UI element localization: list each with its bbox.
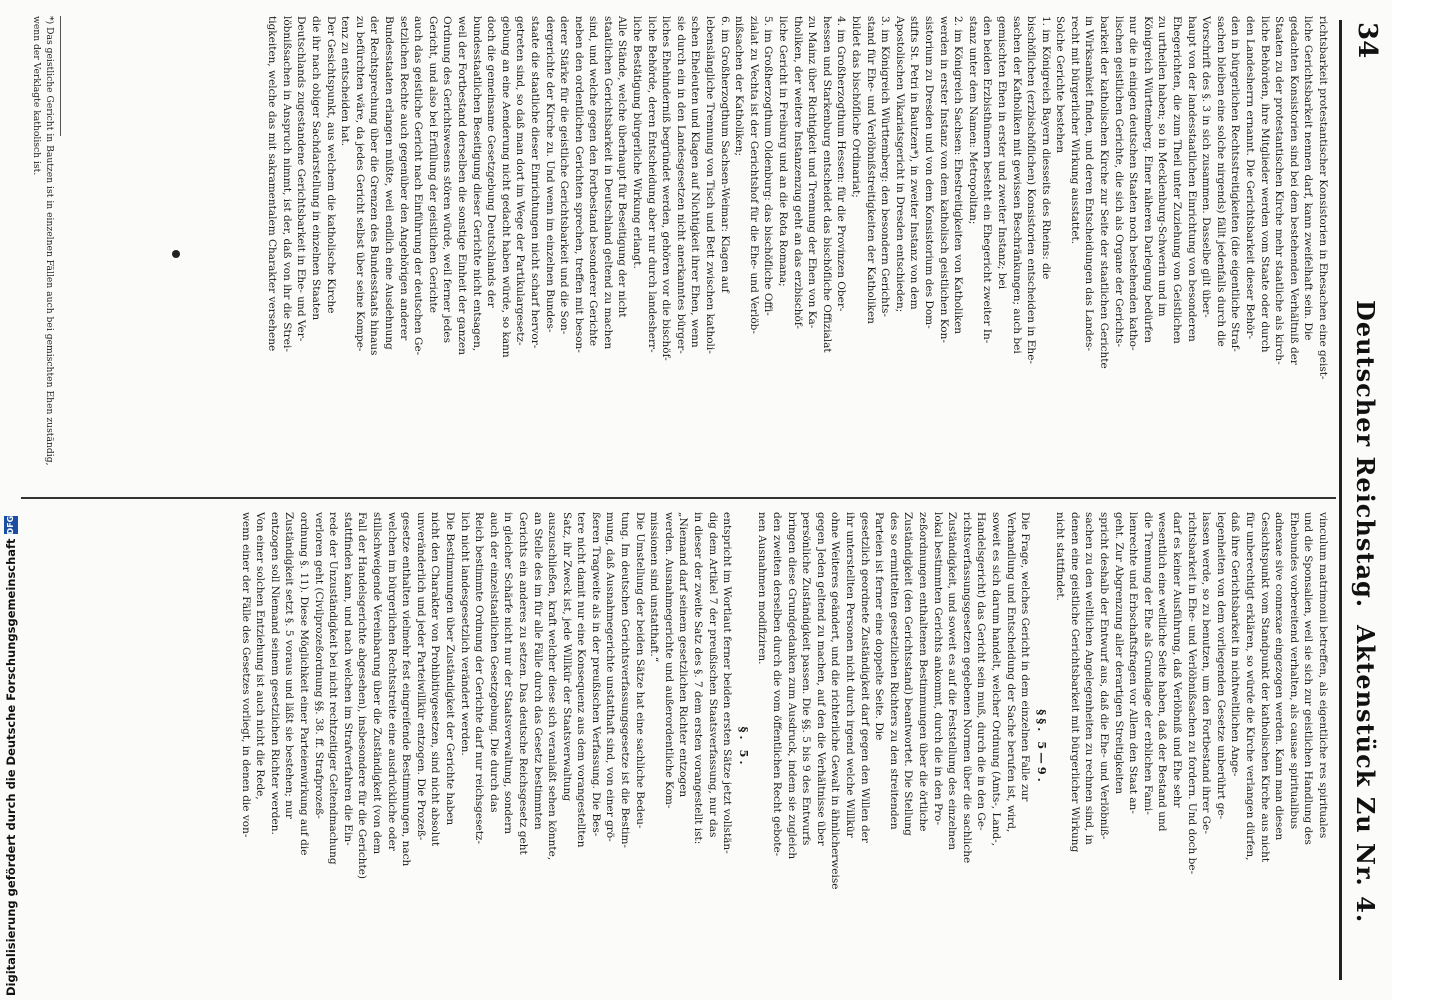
text-line: Die Frage, welches Gericht in dem einzelnen Falle zur: [1019, 512, 1032, 802]
text-line: wesentlich eine weltliche Seite haben, daß der Bestand und: [1156, 512, 1169, 832]
text-line: 6. im Großherzogthum Sachsen-Weimar: Klagen auf: [718, 16, 731, 293]
text-line: Satz, ihr Zweck ist, jede Willkür der Staatsverwaltung: [560, 512, 573, 802]
text-line: entzogen soll Niemand seinem gesetzlichen Richter werden.: [268, 512, 281, 835]
text-line: legenheiten von dem vorliegenden Gesetze unberührt ge-: [1214, 512, 1227, 820]
text-line: in gleicher Schärfe nicht nur der Staatsverwaltung, sondern: [502, 512, 515, 835]
text-line: bischöflichen (erzbischöflichen) Konsistorien entscheiden in Ehe-: [1025, 16, 1038, 364]
text-line: Verhandlung und Entscheidung der Sache berufen ist, wird,: [1004, 512, 1017, 833]
text-line: missionen sind unstatthaft.“: [648, 512, 661, 663]
text-line: den beiden Erzbisthümern besteht ein Ehegericht zweiter In-: [981, 16, 994, 344]
text-line: stattfinden kann, und nach welchen im Strafverfahren die Ein-: [341, 512, 354, 846]
text-line: liche Bestätigung bürgerliche Wirkung erlangt.: [631, 16, 644, 269]
text-line: Reich bestimmte Ordnung der Gerichte darf nur reichsgesetz-: [473, 512, 486, 844]
text-line: Bundesstaaten erlangen müßte, weil endlich eine Ausdehnung: [383, 16, 395, 350]
left-column-text: [265, 16, 1330, 486]
text-line: ordnung §. 11). Diese Möglichkeit einer Parteienwirkung auf die: [298, 512, 311, 856]
text-line: tigkeiten, welche das mit sakramentalem Charakter versehene: [266, 16, 279, 352]
text-line: Ehegerichten, die zum Theil unter Zuziehung von Geistlichen: [1171, 16, 1184, 344]
text-line: Die Umstellung der beiden Sätze hat eine sachliche Bedeu-: [633, 512, 646, 829]
text-line: zu urtheilen haben; so in Mecklenburg-Schwerin und im: [1156, 16, 1169, 317]
text-line: den in bürgerlichen Rechtsstreitigkeiten (die eigentliche Straf-: [1229, 16, 1242, 352]
text-line: zialat zu Vechta ist der Gerichtshof für die Ehe- und Verlöb-: [747, 16, 760, 334]
section-heading-5: §. 5.: [736, 726, 751, 768]
text-line: weil der Fortbestand derselben die sonstige Einheit der ganzen: [455, 16, 468, 355]
text-line: zu befürchten wäre, da jedes Gericht selbst über seine Kompe-: [353, 16, 366, 352]
text-line: Zuständigkeit (den Gerichtsstand) beantwortet. Die Stellung: [902, 512, 915, 836]
text-line: dergerichte der Kirche zu. Und wenn im einzelnen Bundes-: [543, 16, 556, 333]
text-line: Ordnung des Gerichtswesens stören würde, weil ferner jedes: [441, 16, 454, 344]
footnote-block: [30, 16, 67, 486]
text-line: Gericht, und also bei Erfüllung der geistlichen Gerichte: [426, 16, 439, 313]
text-line: den Landesherrn ernannt. Die Gerichtsbarkeit dieser Behör-: [1244, 16, 1257, 340]
text-line: „Niemand darf seinem gesetzlichen Richter entzogen: [677, 512, 690, 798]
text-line: verloren geht (Civilprozeßordnung §§. 38. ff. Strafprozeß-: [312, 512, 325, 819]
text-line: stifts St. Petri in Bautzen*), in zweiter Instanz von dem: [908, 16, 921, 310]
running-title: Deutscher Reichstag.: [1351, 300, 1380, 609]
right-column-text-top: [1053, 512, 1330, 982]
text-line: sachen der Katholiken mit gewissen Beschränkungen; auch bei: [1010, 16, 1023, 354]
text-line: persönliche Zuständigkeit passen. Die §§. 5 bis 9 des Entwurfs: [800, 512, 813, 846]
section-heading-5-9: §§. 5—9.: [1034, 709, 1049, 785]
text-line: nur die in einigen deutschen Staaten noch bestehenden katho-: [1127, 16, 1140, 351]
text-line: Fall der Handelsgerichte abgesehen), insbesondere für die Gerichte): [356, 512, 369, 880]
text-line: liche Gerichtsbarkeit nennen darf, kann zweifelhaft sein. Die: [1302, 16, 1315, 341]
text-line: lischen geistlichen Gerichte, die sich als Organe der Gerichts-: [1112, 16, 1125, 348]
text-line: ihr unterstellten Personen nicht durch irgend welche Willkür: [844, 512, 856, 838]
text-line: Zuständigkeit setzt §. 5 voraus und läßt sie bestehen; nur: [283, 512, 296, 819]
footnote: *) Das geistliche Gericht in Bautzen ist in einzelnen Fällen auch bei gemischten Ehen zuständig, wenn der Verklagte katholisch ist.: [31, 16, 55, 466]
footer-text: Digitalisierung gefördert durch die Deutsche Forschungsgemeinschaft: [4, 538, 18, 996]
text-line: Solche Gerichte bestehen: [1054, 16, 1067, 153]
text-line: staatlichen Gerichtsbarkeit in Deutschland geltend zu machen: [601, 16, 614, 350]
text-line: Gesichtspunkt vom Standpunkt der katholischen Kirche aus nicht: [1258, 512, 1271, 863]
text-line: auszuschließen, kraft welcher diese sich veranlaßt sehen könnte,: [546, 512, 559, 861]
text-line: unveränderlich und jeder Parteiwillkür entzogen. Die Prozeß-: [414, 512, 427, 841]
text-line: schen Eheleuten und Klagen auf Nichtigkeit ihrer Ehen, wenn: [689, 16, 702, 348]
text-line: welchen im bürgerlichen Rechtsstreite eine ausdrückliche oder: [385, 512, 398, 851]
text-line: nicht den Charakter von Prohibitivgesetzen, sind nicht absolut: [429, 512, 442, 847]
text-line: Königreich Württemberg. Einer näheren Darlegung bedürfen: [1141, 16, 1154, 343]
text-line: gebung an eine Aenderung nicht gedacht haben würde, so kann: [499, 16, 512, 358]
text-line: sind, und welche gegen den Fortbestand besonderer Gerichte: [587, 16, 600, 347]
text-line: des so ermittelten gesetzlichen Richters zu den streitenden: [887, 512, 900, 830]
column-divider: [21, 497, 1336, 499]
text-line: werden. Ausnahmegerichte und außerordentliche Kom-: [662, 512, 675, 809]
text-line: lebenslängliche Trennung von Tisch und Bett zwischen katholi-: [704, 16, 717, 354]
text-line: zeßordnungen enthaltenen Bestimmungen über die örtliche: [916, 512, 929, 832]
text-line: zu Mainz über Richtigkeit und Trennung der Ehen von Ka-: [806, 16, 819, 329]
text-line: der Rechtsprechung über die Grenzen des Bundesstaats hinaus: [368, 16, 381, 356]
text-line: Der Gesichtspunkt, aus welchem die katholische Kirche: [324, 16, 337, 314]
text-line: vinculum matrimonii betreffen, als eigentliche res spirituales: [1317, 512, 1329, 839]
text-line: nißsachen der Katholiken;: [733, 16, 746, 157]
text-line: wenn einer der Fälle des Gesetzes vorliegt, in denen die von-: [239, 512, 252, 838]
text-line: mung, daß Ausnahmegerichte unstatthaft sind, von einer grö-: [604, 512, 617, 842]
text-line: liche Gericht in Freiburg und an die Rota Romana;: [777, 16, 790, 287]
text-line: haupt von der landesstaatlichen Einrichtung von besonderen: [1185, 16, 1198, 342]
text-line: löbnißsachen in Anspruch nimmt, ist der, daß von ihr die Strei-: [280, 16, 293, 352]
text-line: Gerichts ein anderes zu setzen. Das deutsche Reichsgesetz geht: [516, 512, 529, 855]
text-line: tung. Im deutschen Gerichtsverfassungsgesetze ist die Bestim-: [619, 512, 632, 848]
text-line: tholiken, der weitere Instanzenzug geht an das erzbischöf-: [791, 16, 804, 329]
text-line: Deutschlands zugestandene Gerichtsbarkeit in Ehe- und Ver-: [295, 16, 308, 342]
text-line: werden in erster Instanz von dem katholisch geistlichen Kon-: [937, 16, 950, 343]
text-line: für unberechtigt erklären, so würde die Kirche verlangen dürfen,: [1244, 512, 1257, 861]
right-column-text-mid: [755, 512, 1032, 982]
text-line: lokal bestimmten Gerichts ankommt, durch die in den Pro-: [931, 512, 944, 825]
text-line: neben den ordentlichen Gerichten sprechen, treffen mit beson-: [572, 16, 585, 353]
text-line: Vorschrift des §. 3 in sich zusammen. Dasselbe gilt über-: [1200, 16, 1213, 318]
text-line: gegen Jeden geltend zu machen, auf den die Verhältnisse über: [814, 512, 827, 846]
text-line: Parteien ist ferner eine doppelte Seite. Die: [873, 512, 886, 741]
text-line: ohne Weiteres geändert, und die richterliche Gewalt in ähnlicherweise: [829, 512, 842, 890]
text-line: ßeren Tragweite als in der preußischen Verfassung. Die Bes-: [589, 512, 602, 837]
text-line: tere nicht damit nur eine Konsequenz aus dem vorangestellten: [575, 512, 588, 848]
text-line: 4. im Großherzogthum Hessen: für die Provinzen Ober-: [835, 16, 848, 312]
dfg-logo-icon: DFG: [4, 516, 18, 534]
text-line: Apostolischen Vikariatsgericht in Dresden entschieden;: [893, 16, 906, 313]
text-line: den zweiten derselben durch die vom öffentlichen Recht gebote-: [771, 512, 784, 857]
text-line: gesetzlich geordnete Zuständigkeit darf gegen den Willen der: [858, 512, 871, 843]
text-line: nicht stattfindet.: [1054, 512, 1067, 601]
running-title-right: Aktenstück Zu Nr. 4.: [1351, 625, 1380, 924]
text-line: die Trennung der Ehe als Grundlage der erblichen Fami-: [1141, 512, 1154, 815]
text-line: Ehebundes vorbereitend verhalten, als causae spiritualibus: [1287, 512, 1300, 830]
text-line: richtsverfassungsgesetzen gegebenen Normen über die sachliche: [960, 512, 973, 864]
text-line: sistorium zu Dresden und von dem Konsistorium des Dom-: [922, 16, 935, 329]
left-column: [30, 16, 1330, 486]
text-line: 3. im Königreich Württemberg: den besondern Gerichts-: [879, 16, 892, 317]
text-line: liche Behörde, deren Entscheidung aber nur durch landesherr-: [645, 16, 658, 353]
text-line: bildet das bischöfliche Ordinariat;: [850, 16, 862, 198]
footnote-rule: [60, 16, 61, 136]
text-line: und die Sponsalien, weil sie sich zur geistlichen Handlung des: [1302, 512, 1315, 845]
text-line: lich nicht landesgesetzlich verändert werden.: [458, 512, 471, 756]
text-line: stillschweigende Vereinbarung über die Zuständigkeit (von dem: [371, 512, 383, 855]
text-line: gedachten Konsistorien sind bei dem bestehenden Verhältniß der: [1287, 16, 1300, 365]
text-line: stanz unter dem Namen: Metropolitan;: [966, 16, 979, 225]
text-line: entspricht im Wortlaut ferner beiden ersten Sätze jetzt vollstän-: [721, 512, 734, 854]
text-line: sie durch ein in den Landesgesetzen nicht anerkanntes bürger-: [674, 16, 687, 354]
text-line: daß ihre Gerichtsbarkeit in nichtweltlichen Ange-: [1229, 512, 1242, 777]
text-line: Zuständigkeit, und soweit es auf die Feststellung des einzelnen: [946, 512, 959, 851]
text-line: auch der einzelstaatlichen Gesetzgebung. Die durch das: [487, 512, 500, 813]
text-line: die ihr nach obiger Sachdarstellung in einzelnen Staaten: [310, 16, 323, 321]
digitization-footer: [4, 516, 18, 996]
text-line: in dieser der zweite Satz des §. 7 dem ersten vorangestellt ist:: [692, 512, 705, 845]
text-line: staate die staatliche dieser Einrichtungen nicht scharf hervor-: [528, 16, 541, 349]
text-line: adnexae sive connexae eingezogen werden. Kann man diesen: [1273, 512, 1286, 841]
text-line: bringen diese Grundgedanken zum Ausdruck, indem sie zugleich: [785, 512, 798, 860]
text-line: getreten sind, so daß man dort im Wege der Partikulargesetz-: [514, 16, 527, 346]
text-line: Die Bestimmungen über Zuständigkeit der Gerichte haben: [443, 512, 456, 826]
text-line: dig dem Artikel 7 der preußischen Staatsverfassung, nur das: [706, 512, 719, 838]
text-line: doch die gemeinsame Gesetzgebung Deutschlands der: [485, 16, 498, 308]
text-line: bundesstaatlichen Beseitigung dieser Gerichte nicht entsagen,: [470, 16, 483, 352]
text-line: lassen werde, so zu benutzen, um den Fortbestand ihrer Ge-: [1200, 512, 1213, 834]
text-line: Staaten zu der protestantischen Kirche mehr staatliche als kirch-: [1273, 16, 1286, 365]
text-line: darf es keiner Ausführung, daß Verlöbniß und Ehe sehr: [1171, 512, 1184, 808]
text-line: soweit es sich darum handelt, welcher Ordnung (Amts-, Land-,: [989, 512, 1002, 847]
text-line: liches Ehehinderniß begründet werden, gehören vor die bischöf-: [660, 16, 673, 361]
text-line: 1. im Königreich Bayern diesseits des Rheins: die: [1039, 16, 1052, 280]
text-line: auch das geistliche Gericht nach Einführung der deutschen Ge-: [412, 16, 425, 356]
text-line: Von einer solchen Entziehung ist auch nicht die Rede,: [254, 512, 267, 800]
text-line: in Wirksamkeit finden, und deren Entscheidungen das Landes-: [1083, 16, 1096, 352]
text-line: Handelsgericht) das Gericht sein muß, durch die in den Ge-: [975, 512, 988, 831]
text-line: liche Behörden, ihre Mitglieder werden vom Staate oder durch: [1258, 16, 1271, 353]
text-line: 5. im Großherzogthum Oldenburg: das bischöfliche Offi-: [762, 16, 775, 316]
text-line: tenz zu entscheiden hat.: [339, 16, 352, 147]
text-line: setzlichen Rechte auch gegenüber den Angehörigen anderer: [397, 16, 410, 341]
text-line: geht. Zur Abgrenzung aller derartigen Streitigkeiten: [1112, 512, 1125, 794]
text-line: an Stelle des im für alle Fälle durch das Gesetz bestimmten: [531, 512, 544, 830]
text-line: sachen zu den weltlichen Angelegenheiten zu rechnen sind, in: [1083, 512, 1096, 845]
text-line: gemischten Ehen in erster und zweiter Instanz; bei: [995, 16, 1008, 290]
text-line: richtsbarkeit protestantischer Konsistorien in Ehesachen eine geist-: [1317, 16, 1329, 380]
text-line: nen Ausnahmen modifiziren.: [756, 512, 769, 665]
text-line: recht mit bürgerlicher Wirkung ausstattet.: [1068, 16, 1081, 245]
text-line: spricht deshalb der Entwurf aus, daß die Ehe- und Verlöbniß-: [1098, 512, 1111, 840]
text-line: 2. im Königreich Sachsen: Ehestreitigkeiten von Katholiken: [952, 16, 965, 335]
text-line: sachen bleiben eine solche nirgends) fällt jedenfalls durch die: [1214, 16, 1227, 347]
text-line: gesetze enthalten vielmehr fest eingreifende Bestimmungen, nach: [400, 512, 413, 867]
text-line: denen eine geistliche Gerichtsbarkeit mit bürgerlicher Wirkung: [1068, 512, 1081, 853]
text-line: richtsbarkeit in Ehe- und Verlöbnißsachen zu fordern. Und doch be-: [1185, 512, 1198, 875]
text-line: lienrechte und Erbschaftsfragen vor Allem den Staat an-: [1127, 512, 1140, 814]
text-line: barkeit der katholischen Kirche zur Seite der staatlichen Gerichte: [1098, 16, 1111, 369]
right-column: [30, 512, 1330, 982]
right-column-text-bottom: [238, 512, 734, 982]
text-line: derer Stärke für die geistliche Gerichtsbarkeit und die Son-: [558, 16, 571, 335]
header-rule: [1339, 20, 1342, 980]
text-line: rede der Unzuständigkeit bei nicht rechtzeitiger Geltendmachung: [327, 512, 340, 865]
ink-blot: [172, 250, 180, 258]
text-line: hessen und Starkenburg entscheidet das bischöfliche Offizialat: [820, 16, 833, 353]
page-number: 34: [1352, 22, 1382, 59]
text-line: Alle Stände, welche überhaupt für Beseitigung der nicht: [616, 16, 629, 318]
text-line: stand für Ehe- und Verlöbnißstreitigkeiten der Katholiken: [864, 16, 877, 324]
